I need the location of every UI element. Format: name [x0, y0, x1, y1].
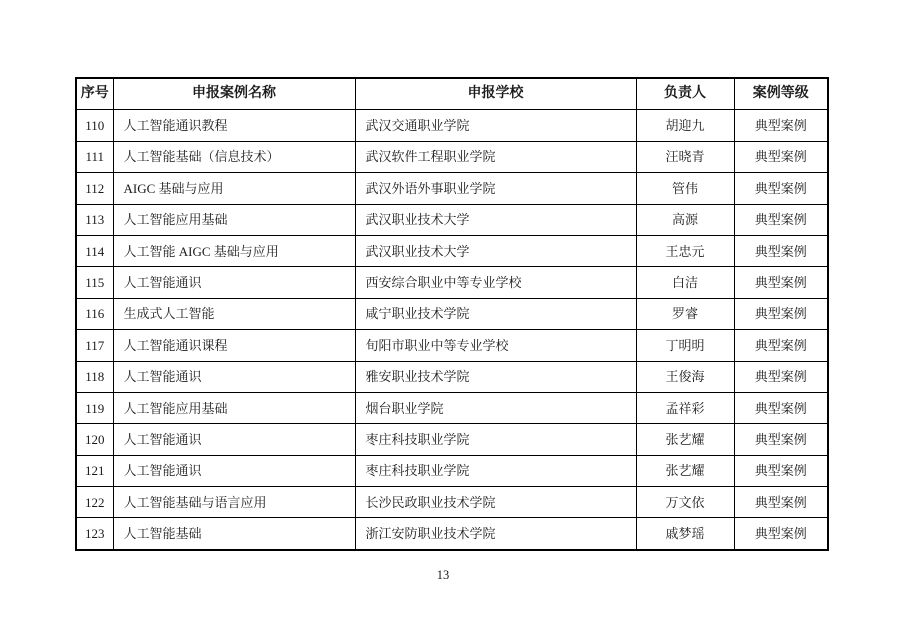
table-row	[76, 330, 828, 361]
school-cell: 武汉职业技术大学	[355, 235, 636, 266]
case-name-cell: 人工智能基础（信息技术）	[113, 141, 355, 172]
table-row	[76, 141, 828, 172]
case-name-cell: 人工智能通识课程	[113, 330, 355, 361]
table-row	[76, 487, 828, 518]
table-row	[76, 204, 828, 235]
row-number-cell: 119	[76, 392, 113, 423]
person-cell: 张艺耀	[636, 455, 734, 486]
header-school: 申报学校	[355, 78, 636, 110]
table-row	[76, 424, 828, 455]
school-cell: 浙江安防职业技术学院	[355, 518, 636, 550]
school-cell: 烟台职业学院	[355, 392, 636, 423]
row-number-cell: 111	[76, 141, 113, 172]
school-cell: 咸宁职业技术学院	[355, 298, 636, 329]
row-number-cell: 117	[76, 330, 113, 361]
case-name-cell: 人工智能通识	[113, 455, 355, 486]
person-cell: 罗睿	[636, 298, 734, 329]
level-cell: 典型案例	[734, 424, 828, 455]
school-cell: 雅安职业技术学院	[355, 361, 636, 392]
table-row	[76, 173, 828, 204]
level-cell: 典型案例	[734, 204, 828, 235]
level-cell: 典型案例	[734, 330, 828, 361]
level-cell: 典型案例	[734, 487, 828, 518]
school-cell: 旬阳市职业中等专业学校	[355, 330, 636, 361]
school-cell: 枣庄科技职业学院	[355, 455, 636, 486]
case-name-cell: 人工智能通识教程	[113, 110, 355, 141]
level-cell: 典型案例	[734, 518, 828, 550]
table-row	[76, 361, 828, 392]
school-cell: 长沙民政职业技术学院	[355, 487, 636, 518]
case-name-cell: 人工智能通识	[113, 424, 355, 455]
cases-table	[75, 77, 829, 551]
row-number-cell: 114	[76, 235, 113, 266]
person-cell: 胡迎九	[636, 110, 734, 141]
header-person: 负责人	[636, 78, 734, 110]
header-case-name: 申报案例名称	[113, 78, 355, 110]
person-cell: 丁明明	[636, 330, 734, 361]
row-number-cell: 120	[76, 424, 113, 455]
table-row	[76, 392, 828, 423]
person-cell: 孟祥彩	[636, 392, 734, 423]
case-name-cell: 人工智能应用基础	[113, 392, 355, 423]
school-cell: 武汉交通职业学院	[355, 110, 636, 141]
person-cell: 白洁	[636, 267, 734, 298]
row-number-cell: 123	[76, 518, 113, 550]
row-number-cell: 118	[76, 361, 113, 392]
table-row	[76, 518, 828, 550]
person-cell: 高源	[636, 204, 734, 235]
table-row	[76, 235, 828, 266]
table-row	[76, 110, 828, 141]
table-row	[76, 267, 828, 298]
row-number-cell: 116	[76, 298, 113, 329]
level-cell: 典型案例	[734, 392, 828, 423]
header-no: 序号	[76, 78, 113, 110]
row-number-cell: 122	[76, 487, 113, 518]
level-cell: 典型案例	[734, 455, 828, 486]
case-name-cell: 人工智能通识	[113, 267, 355, 298]
level-cell: 典型案例	[734, 235, 828, 266]
school-cell: 武汉软件工程职业学院	[355, 141, 636, 172]
level-cell: 典型案例	[734, 361, 828, 392]
row-number-cell: 110	[76, 110, 113, 141]
person-cell: 戚梦瑶	[636, 518, 734, 550]
case-name-cell: 人工智能基础与语言应用	[113, 487, 355, 518]
table-header-row	[76, 78, 828, 110]
person-cell: 管伟	[636, 173, 734, 204]
level-cell: 典型案例	[734, 298, 828, 329]
case-name-cell: 人工智能基础	[113, 518, 355, 550]
school-cell: 西安综合职业中等专业学校	[355, 267, 636, 298]
case-name-cell: 生成式人工智能	[113, 298, 355, 329]
table-row	[76, 298, 828, 329]
level-cell: 典型案例	[734, 110, 828, 141]
case-name-cell: AIGC 基础与应用	[113, 173, 355, 204]
level-cell: 典型案例	[734, 267, 828, 298]
person-cell: 张艺耀	[636, 424, 734, 455]
level-cell: 典型案例	[734, 173, 828, 204]
person-cell: 万文依	[636, 487, 734, 518]
school-cell: 枣庄科技职业学院	[355, 424, 636, 455]
case-name-cell: 人工智能通识	[113, 361, 355, 392]
table-row	[76, 455, 828, 486]
case-name-cell: 人工智能应用基础	[113, 204, 355, 235]
row-number-cell: 115	[76, 267, 113, 298]
case-name-cell: 人工智能 AIGC 基础与应用	[113, 235, 355, 266]
person-cell: 王忠元	[636, 235, 734, 266]
level-cell: 典型案例	[734, 141, 828, 172]
person-cell: 王俊海	[636, 361, 734, 392]
row-number-cell: 112	[76, 173, 113, 204]
header-level: 案例等级	[734, 78, 828, 110]
page-number: 13	[436, 568, 450, 582]
row-number-cell: 121	[76, 455, 113, 486]
school-cell: 武汉外语外事职业学院	[355, 173, 636, 204]
person-cell: 汪晓青	[636, 141, 734, 172]
school-cell: 武汉职业技术大学	[355, 204, 636, 235]
row-number-cell: 113	[76, 204, 113, 235]
